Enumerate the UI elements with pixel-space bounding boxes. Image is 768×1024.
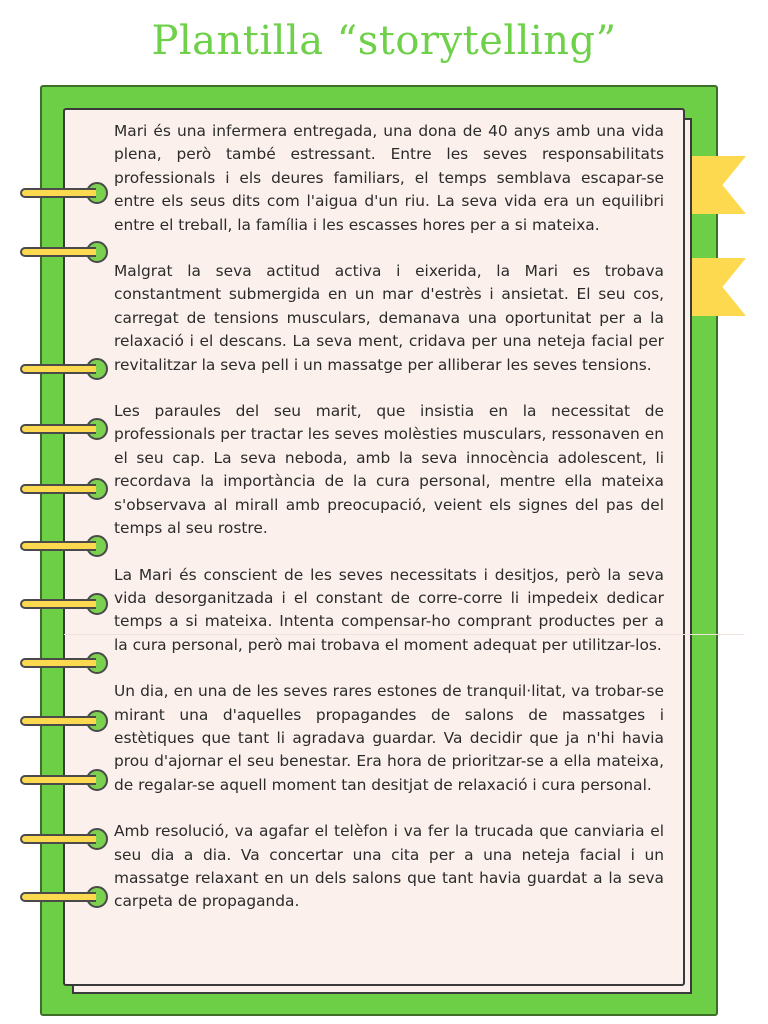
page-title: Plantilla “storytelling” [151, 18, 617, 64]
spiral-ring-icon [20, 181, 108, 207]
spiral-ring-icon [20, 477, 108, 503]
story-paragraph: Les paraules del seu marit, que insistia en la necessitat de professionals per tractar les seves molèsties musculars, ressonaven en el seu cap. La seva neboda, amb la seva innocència adolescent, li recordava la importància de la cura personal, mentre ella mateixa s'observava al mirall amb preocupació, veient els signes del pas del temps al seu rostre. [114, 402, 664, 538]
spiral-ring-icon [20, 357, 108, 383]
bookmark-ribbon-icon [684, 258, 746, 316]
spiral-ring-icon [20, 534, 108, 560]
spiral-ring-icon [20, 240, 108, 266]
bookmark-ribbon-icon [684, 156, 746, 214]
story-paragraph: Amb resolució, va agafar el telèfon i va fer la trucada que canviaria el seu dia a dia. Va concertar una cita per a una neteja facial i un massatge relaxant en un dels salons que tant havia guardat a la seva carpeta de propaganda. [114, 822, 664, 911]
story-paragraph: Mari és una infermera entregada, una dona de 40 anys amb una vida plena, però també estressant. Entre les seves responsabilitats professionals i els deures familiars, el temps semblava escapar-se entre els seus dits com l'aigua d'un riu. La seva vida era un equilibri entre el treball, la família i les escasses hores per a si mateixa. [114, 122, 664, 234]
story-paragraph: Malgrat la seva actitud activa i eixerida, la Mari es trobava constantment submergida en un mar d'estrès i ansietat. El seu cos, carregat de tensions musculars, demanava una oportunitat per a la relaxació i el descans. La seva ment, cridava per una neteja facial per revitalitzar la seva pell i un massatge per alliberar les seves tensions. [114, 262, 664, 374]
spiral-ring-icon [20, 592, 108, 618]
spiral-ring-icon [20, 651, 108, 677]
story-text [114, 120, 664, 937]
spiral-ring-icon [20, 709, 108, 735]
spiral-ring-icon [20, 768, 108, 794]
spiral-ring-icon [20, 885, 108, 911]
spiral-ring-icon [20, 417, 108, 443]
story-paragraph: La Mari és conscient de les seves necessitats i desitjos, però la seva vida desorganitzada i el constant de corre-corre li impedeix dedicar temps a si mateixa. Intenta compensar-ho comprant productes per a la cura personal, però mai trobava el moment adequat per utilitzar-los. [114, 565, 664, 654]
story-paragraph: Un dia, en una de les seves rares estones de tranquil·litat, va trobar-se mirant una d'aquelles propagandes de salons de massatges i estètiques que tant li agradava guardar. Va decidir que ja n'hi havia prou d'ajornar el seu benestar. Era hora de prioritzar-se a ella mateixa, de regalar-se aquell moment tan desitjat de relaxació i cura personal. [114, 682, 664, 794]
spiral-ring-icon [20, 827, 108, 853]
